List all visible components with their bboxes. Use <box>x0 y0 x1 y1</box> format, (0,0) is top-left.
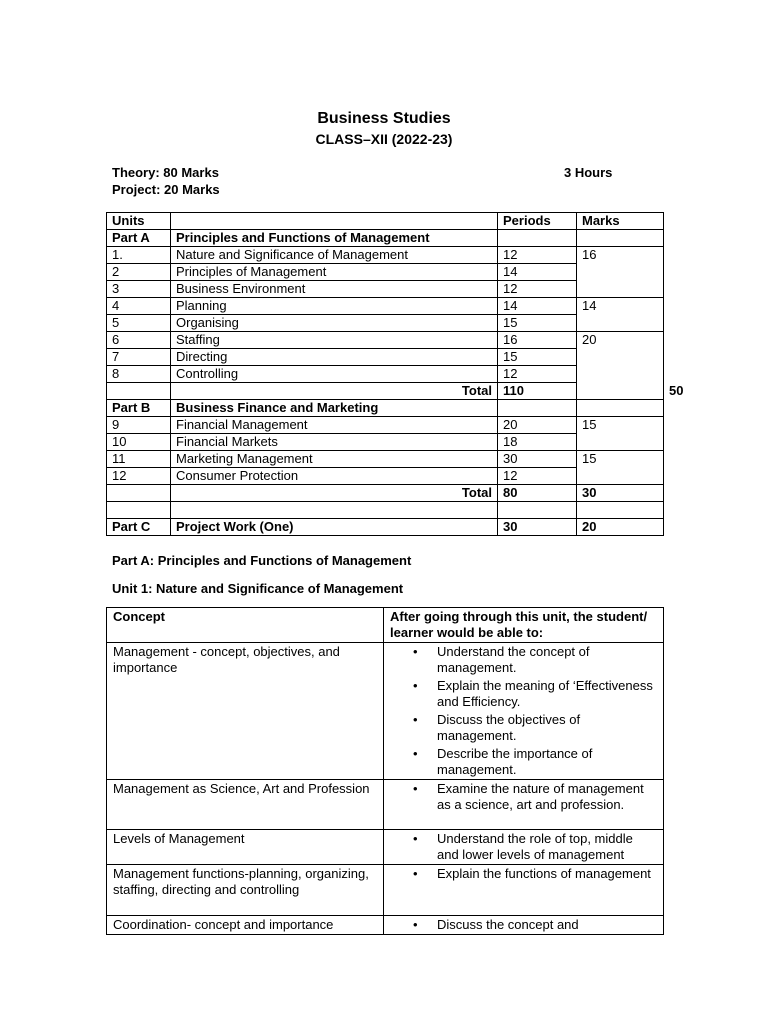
unit-number: 4 <box>107 298 171 315</box>
empty-cell <box>171 502 498 519</box>
table-row <box>107 780 664 830</box>
table-row <box>107 830 664 865</box>
list-item <box>390 866 657 882</box>
unit-number: 8 <box>107 366 171 383</box>
table-row <box>107 298 664 315</box>
outcome-text: Describe the importance of management. <box>437 746 593 777</box>
document-subtitle: CLASS–XII (2022-23) <box>315 131 453 147</box>
bullet-icon: • <box>413 712 418 727</box>
bullet-icon: • <box>413 866 418 881</box>
unit-number: 12 <box>107 468 171 485</box>
unit-periods: 30 <box>498 451 577 468</box>
units-table-header <box>107 213 664 230</box>
unit-name: Staffing <box>171 332 498 349</box>
unit-name: Financial Markets <box>171 434 498 451</box>
exam-duration: 3 Hours <box>564 165 613 180</box>
outcome-text: Discuss the objectives of management. <box>437 712 581 743</box>
list-item <box>390 746 657 778</box>
unit-number: 5 <box>107 315 171 332</box>
part-b-row <box>107 400 664 417</box>
outcome-text: Examine the nature of management as a science, art and profession. <box>437 781 644 812</box>
total-periods: 80 <box>498 485 577 502</box>
unit-periods: 20 <box>498 417 577 434</box>
header-marks: Marks <box>577 213 664 230</box>
table-row <box>107 332 664 349</box>
unit-periods: 12 <box>498 468 577 485</box>
concept-cell: Management as Science, Art and Profession <box>107 780 384 830</box>
unit-1-heading: Unit 1: Nature and Significance of Management <box>112 581 404 596</box>
unit-periods: 14 <box>498 264 577 281</box>
marks-group: 15 <box>577 417 664 451</box>
table-row <box>107 865 664 916</box>
part-b-periods-blank <box>498 400 577 417</box>
outcome-cell <box>384 643 664 780</box>
concept-cell: Management functions-planning, organizing, staffing, directing and controlling <box>107 865 384 916</box>
part-a-heading: Part A: Principles and Functions of Management <box>112 553 412 568</box>
table-row <box>107 916 664 935</box>
table-row <box>107 451 664 468</box>
bullet-icon: • <box>413 917 418 932</box>
unit-periods: 16 <box>498 332 577 349</box>
header-outcome: After going through this unit, the student/ learner would be able to: <box>384 608 664 643</box>
marks-group: 15 <box>577 451 664 485</box>
part-a-row <box>107 230 664 247</box>
part-c-periods: 30 <box>498 519 577 536</box>
outcome-list <box>390 917 657 933</box>
part-a-periods-blank <box>498 230 577 247</box>
outcome-cell <box>384 830 664 865</box>
list-item <box>390 917 657 933</box>
unit-name: Financial Management <box>171 417 498 434</box>
list-item <box>390 712 657 744</box>
outcome-cell <box>384 780 664 830</box>
outcome-text: Understand the role of top, middle and lower levels of management <box>437 831 633 862</box>
unit-periods: 15 <box>498 315 577 332</box>
unit-periods: 14 <box>498 298 577 315</box>
header-periods: Periods <box>498 213 577 230</box>
outcome-cell <box>384 916 664 935</box>
concept-table-header <box>107 608 664 643</box>
header-units: Units <box>107 213 171 230</box>
header-concept: Concept <box>107 608 384 643</box>
part-a-title: Principles and Functions of Management <box>171 230 498 247</box>
empty-cell <box>498 502 577 519</box>
unit-number: 9 <box>107 417 171 434</box>
marks-group: 14 <box>577 298 664 332</box>
part-b-label: Part B <box>107 400 171 417</box>
outcome-text: Discuss the concept and <box>437 917 579 932</box>
unit-name: Marketing Management <box>171 451 498 468</box>
unit-periods: 15 <box>498 349 577 366</box>
marks-group: 20 <box>577 332 664 400</box>
project-marks: Project: 20 Marks <box>112 182 220 197</box>
unit-periods: 12 <box>498 281 577 298</box>
concept-table <box>106 607 664 935</box>
total-label: Total <box>171 383 498 400</box>
bullet-icon: • <box>413 781 418 796</box>
unit-number: 10 <box>107 434 171 451</box>
list-item <box>390 644 657 676</box>
part-c-row <box>107 519 664 536</box>
bullet-icon: • <box>413 746 418 761</box>
unit-number: 6 <box>107 332 171 349</box>
empty-cell <box>107 502 171 519</box>
unit-periods: 18 <box>498 434 577 451</box>
outcome-text: Explain the meaning of ‘Effectiveness and Efficiency. <box>437 678 653 709</box>
unit-number: 11 <box>107 451 171 468</box>
unit-periods: 12 <box>498 247 577 264</box>
unit-name: Organising <box>171 315 498 332</box>
total-blank <box>107 485 171 502</box>
unit-number: 7 <box>107 349 171 366</box>
total-blank <box>107 383 171 400</box>
outcome-text: Explain the functions of management <box>437 866 651 881</box>
unit-name: Business Environment <box>171 281 498 298</box>
list-item <box>390 678 657 710</box>
bullet-icon: • <box>413 831 418 846</box>
list-item <box>390 831 657 863</box>
units-table <box>106 212 684 536</box>
table-row <box>107 643 664 780</box>
unit-number: 1. <box>107 247 171 264</box>
outcome-list <box>390 781 657 813</box>
part-c-marks: 20 <box>577 519 664 536</box>
part-a-marks-blank <box>577 230 664 247</box>
document-title: Business Studies <box>317 110 451 127</box>
total-marks: 30 <box>577 485 664 502</box>
concept-cell: Management - concept, objectives, and importance <box>107 643 384 780</box>
list-item <box>390 781 657 813</box>
part-c-label: Part C <box>107 519 171 536</box>
outcome-list <box>390 644 657 778</box>
unit-number: 2 <box>107 264 171 281</box>
table-row <box>107 247 664 264</box>
total-periods: 110 <box>498 383 577 400</box>
unit-name: Controlling <box>171 366 498 383</box>
bullet-icon: • <box>413 644 418 659</box>
concept-cell: Levels of Management <box>107 830 384 865</box>
empty-cell <box>577 502 664 519</box>
unit-name: Nature and Significance of Management <box>171 247 498 264</box>
marks-group: 16 <box>577 247 664 298</box>
unit-name: Consumer Protection <box>171 468 498 485</box>
part-a-total-row: Total 110 50 <box>107 383 664 400</box>
outcome-cell <box>384 865 664 916</box>
unit-name: Principles of Management <box>171 264 498 281</box>
outcome-list <box>390 831 657 863</box>
total-label: Total <box>171 485 498 502</box>
concept-cell: Coordination- concept and importance <box>107 916 384 935</box>
unit-number: 3 <box>107 281 171 298</box>
unit-name: Planning <box>171 298 498 315</box>
part-b-marks-blank <box>577 400 664 417</box>
unit-periods: 12 <box>498 366 577 383</box>
bullet-icon: • <box>413 678 418 693</box>
part-c-title: Project Work (One) <box>171 519 498 536</box>
theory-marks: Theory: 80 Marks <box>112 165 219 180</box>
part-a-label: Part A <box>107 230 171 247</box>
table-row <box>107 417 664 434</box>
part-b-total-row <box>107 485 664 502</box>
empty-row <box>107 502 664 519</box>
part-b-title: Business Finance and Marketing <box>171 400 498 417</box>
outcome-list <box>390 866 657 882</box>
header-blank <box>171 213 498 230</box>
outcome-text: Understand the concept of management. <box>437 644 590 675</box>
unit-name: Directing <box>171 349 498 366</box>
